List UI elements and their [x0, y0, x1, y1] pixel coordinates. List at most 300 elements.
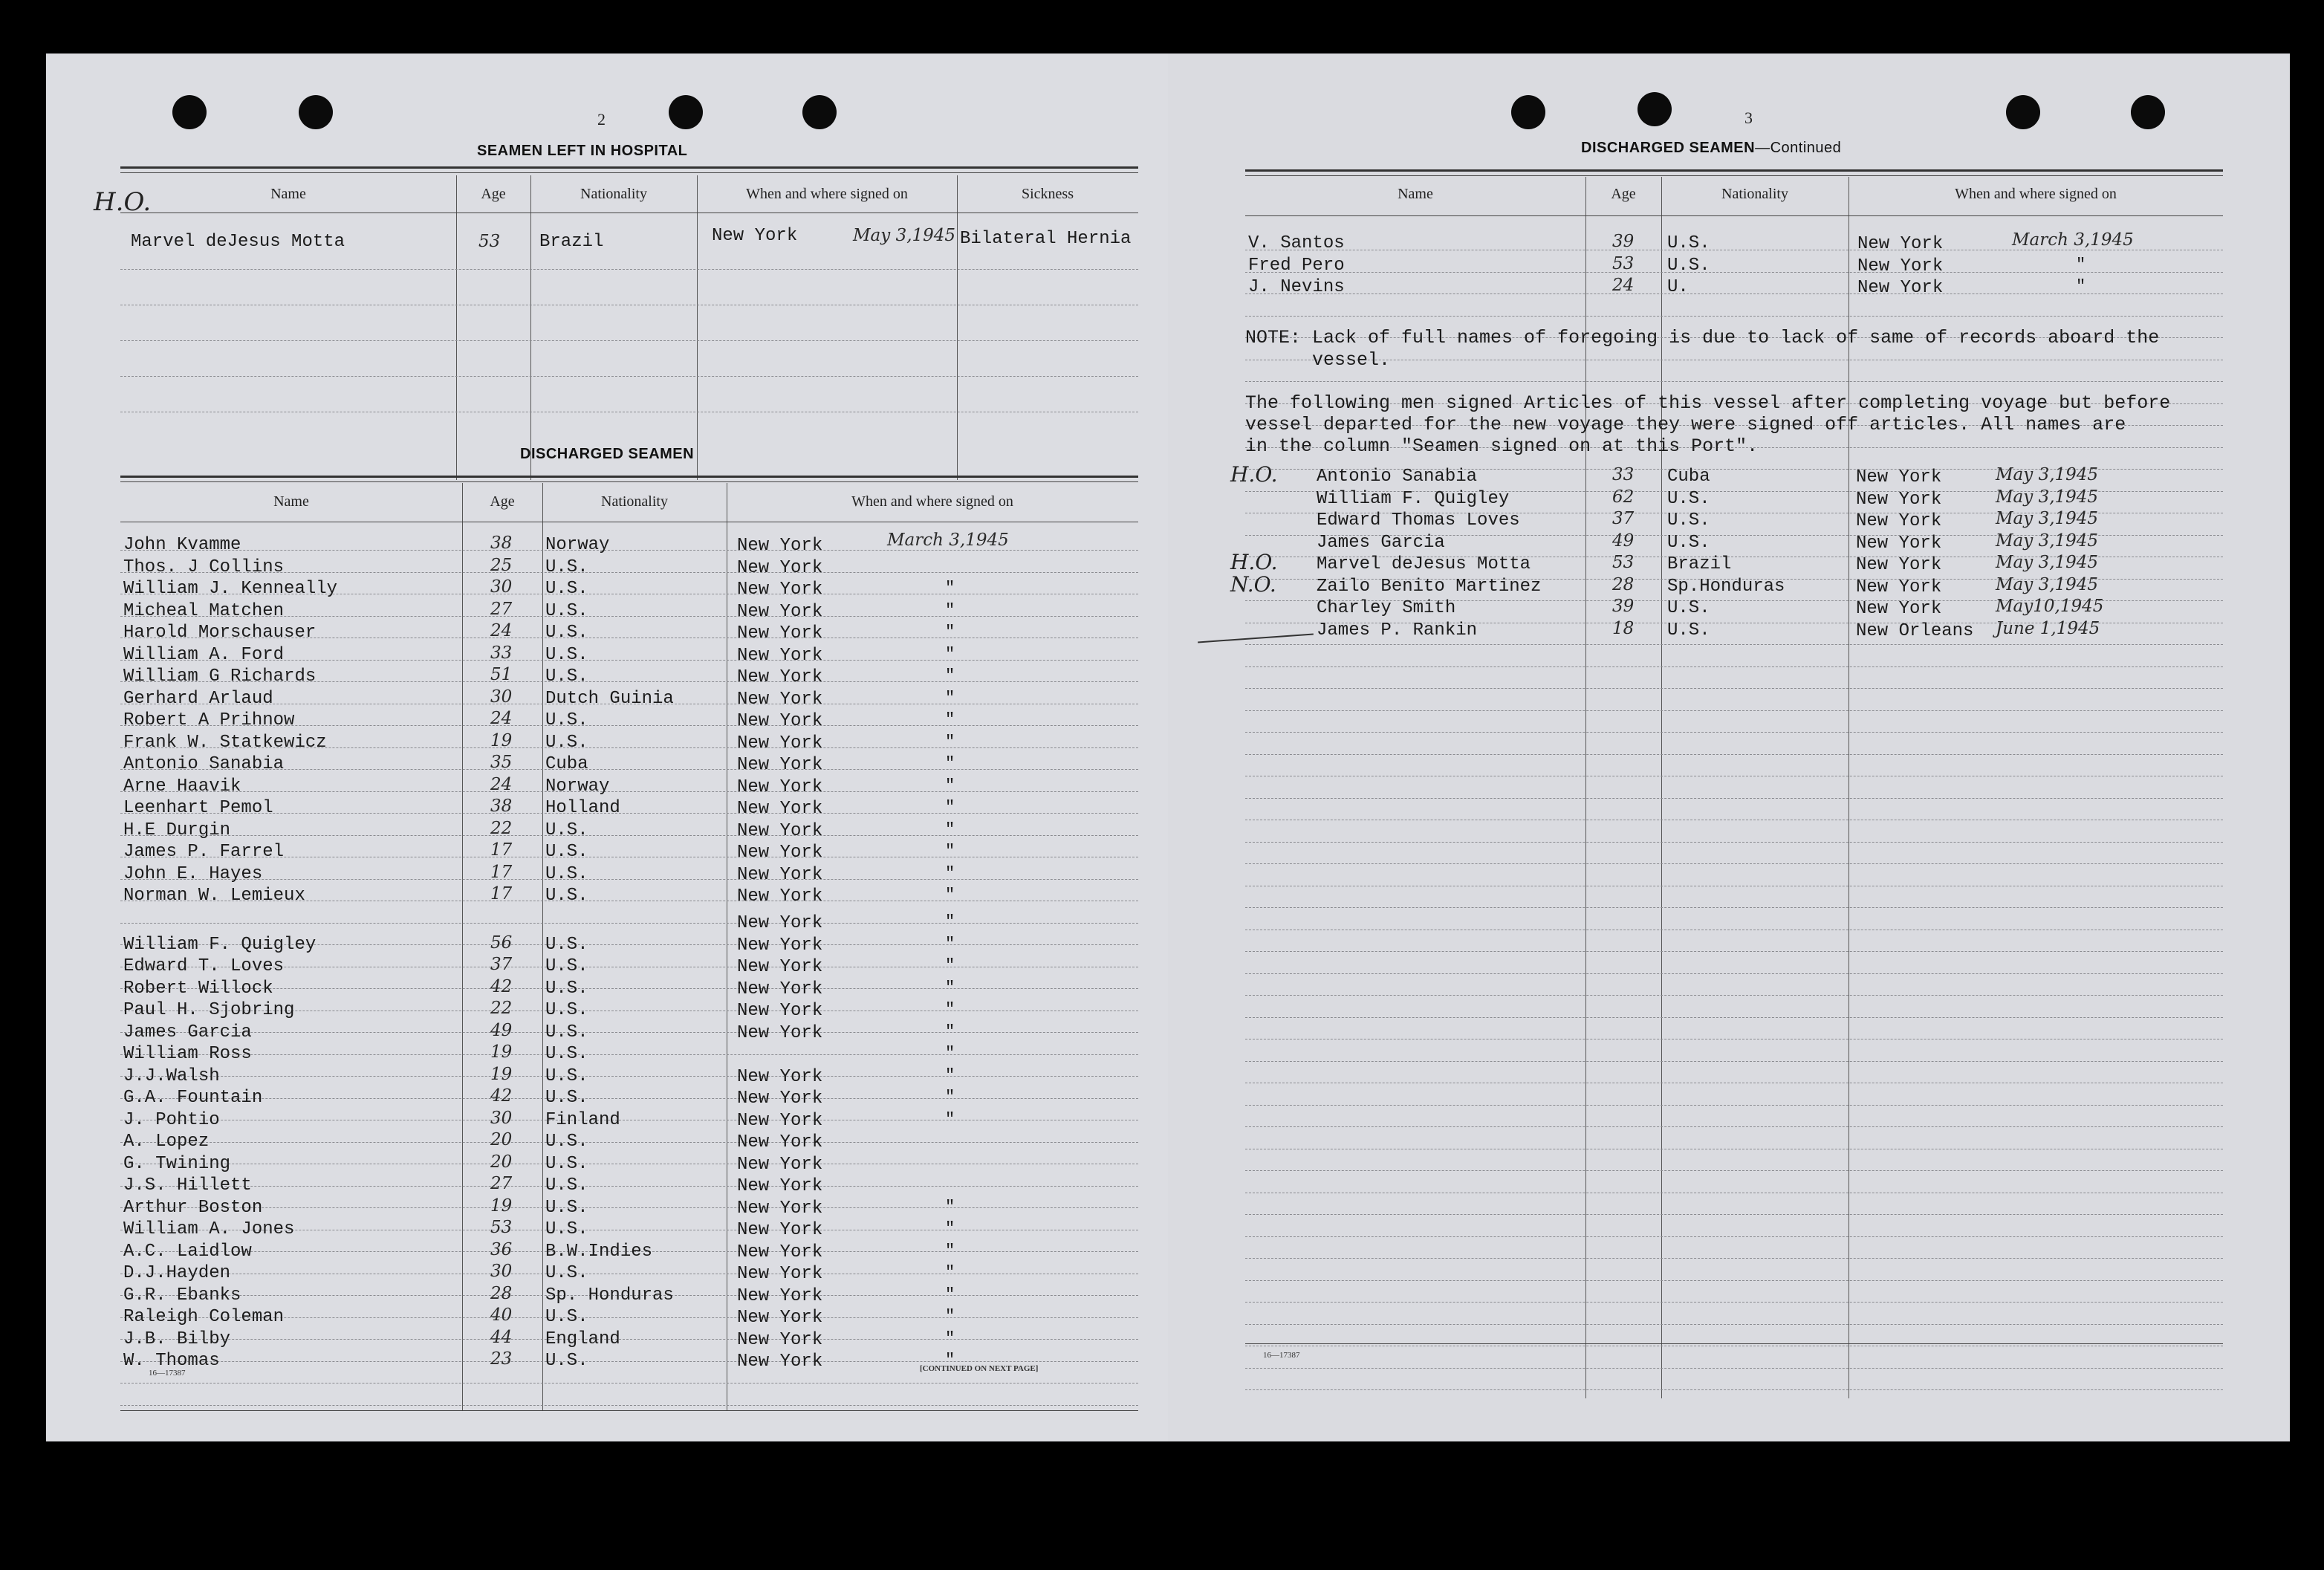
- punch-hole: [1511, 95, 1545, 129]
- seaman-age: 49: [1612, 531, 1635, 551]
- ditto-mark: ": [945, 600, 955, 620]
- table-row: [1168, 487, 2223, 511]
- seaman-name: H.E Durgin: [123, 820, 231, 840]
- table-row: [1168, 276, 2223, 299]
- hospital-sickness: Bilateral Hernia: [960, 229, 1132, 249]
- seaman-age: 25: [490, 555, 513, 575]
- seaman-name: William A. Jones: [123, 1219, 295, 1239]
- ruled-line: [1245, 666, 2223, 667]
- seaman-nationality: U.S.: [545, 557, 588, 577]
- seaman-age: 30: [490, 577, 513, 597]
- seaman-name: J.J.Walsh: [123, 1065, 220, 1086]
- seaman-nationality: Cuba: [1667, 467, 1710, 487]
- ditto-mark: ": [945, 978, 955, 997]
- ruled-line: [1245, 951, 2223, 952]
- ditto-mark: ": [945, 710, 955, 729]
- seaman-name: Frank W. Statkewicz: [123, 732, 327, 753]
- seaman-name: Fred Pero: [1248, 255, 1345, 276]
- seaman-nationality: U.S.: [545, 600, 588, 621]
- seaman-age: 39: [1612, 232, 1635, 251]
- seaman-age: 24: [490, 709, 513, 728]
- seaman-nationality: Sp.Honduras: [1667, 576, 1785, 597]
- ditto-mark: ": [945, 842, 955, 860]
- seaman-name: James Garcia: [1317, 532, 1445, 553]
- table-row: [46, 1305, 1138, 1329]
- ditto-mark: ": [945, 956, 955, 975]
- signed-on-date: May 3,1945: [1996, 509, 2099, 528]
- seaman-nationality: U.S.: [545, 623, 588, 643]
- seaman-nationality: Finland: [545, 1109, 620, 1130]
- ruled-line: [1245, 754, 2223, 755]
- seaman-nationality: U.S.: [1667, 510, 1710, 531]
- ditto-mark: ": [945, 579, 955, 597]
- ditto-mark: ": [945, 798, 955, 817]
- seaman-nationality: Holland: [545, 798, 620, 818]
- ditto-mark: ": [945, 1329, 955, 1348]
- table-row: [46, 1108, 1138, 1132]
- signed-on-place: New York: [737, 957, 823, 977]
- table-row: [46, 730, 1138, 755]
- seaman-nationality: U.S.: [545, 1307, 588, 1327]
- seaman-age: 56: [490, 932, 513, 953]
- seaman-age: 42: [490, 976, 513, 996]
- ruled-line: [1245, 1280, 2223, 1281]
- ditto-mark: ": [945, 1307, 955, 1326]
- left-page: [46, 53, 1175, 1441]
- punch-hole: [669, 95, 703, 129]
- column-header: Nationality: [1721, 186, 1788, 202]
- seaman-nationality: U.S.: [545, 644, 588, 665]
- signed-on-place: New York: [737, 580, 823, 600]
- ruled-line: [120, 269, 1138, 270]
- signed-on-place: New York: [737, 935, 823, 956]
- seaman-age: 19: [490, 1196, 513, 1216]
- seaman-name: Marvel deJesus Motta: [1317, 554, 1531, 574]
- discharged-continued-title: DISCHARGED SEAMEN—Continued: [1581, 140, 1842, 156]
- seaman-name: A.C. Laidlow: [123, 1241, 252, 1262]
- signed-on-date: June 1,1945: [1996, 618, 2100, 638]
- ruled-line: [1245, 316, 2223, 317]
- seaman-nationality: U.S.: [545, 1175, 588, 1196]
- table-row: [46, 1064, 1138, 1089]
- punch-hole: [802, 95, 837, 129]
- seaman-age: 19: [490, 1064, 513, 1084]
- ditto-mark: ": [945, 1022, 955, 1041]
- seaman-nationality: U.S.: [1667, 488, 1710, 509]
- table-row: [46, 976, 1138, 1001]
- signed-on-place: New York: [737, 1285, 823, 1306]
- seaman-name: J.B. Bilby: [123, 1329, 231, 1349]
- ditto-mark: ": [945, 820, 955, 839]
- seaman-nationality: Cuba: [545, 754, 588, 774]
- seaman-nationality: Sp. Honduras: [545, 1285, 674, 1305]
- signed-on-place: New York: [737, 1001, 823, 1021]
- seaman-age: 22: [490, 999, 513, 1018]
- table-row: [46, 643, 1138, 667]
- ruled-line: [1245, 1017, 2223, 1018]
- signed-on-place: New York: [1856, 511, 1942, 531]
- signed-on-place: New York: [737, 623, 823, 643]
- seaman-age: 51: [490, 665, 513, 684]
- margin-note: H.O.: [1230, 462, 1278, 487]
- paragraph-line: vessel departed for the new voyage they were signed off articles. All names are: [1245, 414, 2126, 435]
- seaman-nationality: B.W.Indies: [545, 1241, 653, 1262]
- ruled-line: [1245, 1126, 2223, 1127]
- table-row: [46, 1196, 1138, 1220]
- seaman-name: William J. Kenneally: [123, 579, 338, 599]
- seaman-age: 27: [490, 599, 513, 619]
- divider: [120, 172, 1138, 173]
- hospital-section-title: SEAMEN LEFT IN HOSPITAL: [477, 143, 688, 159]
- seaman-age: 22: [490, 818, 513, 838]
- signed-on-place: New York: [1857, 234, 1944, 254]
- seaman-nationality: Norway: [545, 535, 610, 555]
- table-row: [46, 884, 1138, 908]
- seaman-nationality: U.S.: [545, 820, 588, 840]
- ruled-line: [1245, 907, 2223, 908]
- hospital-date: May 3,1945: [853, 226, 956, 245]
- seaman-name: V. Santos: [1248, 233, 1345, 253]
- seaman-name: Norman W. Lemieux: [123, 886, 305, 906]
- seaman-name: G. Twining: [123, 1153, 231, 1174]
- ditto-mark: ": [945, 1088, 955, 1106]
- column-header: When and where signed on: [1955, 186, 2117, 202]
- signed-on-place: New York: [1856, 577, 1942, 597]
- signed-on-place: New York: [1856, 489, 1942, 510]
- seaman-name: Zailo Benito Martinez: [1317, 576, 1542, 597]
- signed-on-place: New York: [1856, 467, 1942, 487]
- seaman-name: Arne Haavik: [123, 776, 241, 797]
- form-number: 16—17387: [149, 1369, 186, 1378]
- table-row: [46, 1239, 1138, 1264]
- table-row: [46, 599, 1138, 623]
- seaman-age: 19: [490, 730, 513, 750]
- paragraph-line: The following men signed Articles of this vessel after completing voyage but before: [1245, 392, 2171, 414]
- seaman-age: 17: [490, 840, 513, 860]
- seaman-name: William Ross: [123, 1044, 252, 1064]
- column-rule: [1585, 177, 1586, 1398]
- signed-on-place: New York: [737, 689, 823, 710]
- page-number: 2: [597, 110, 606, 129]
- column-header: Sickness: [1022, 186, 1074, 202]
- hospital-name: Marvel deJesus Motta: [131, 232, 345, 252]
- table-row: [46, 1086, 1138, 1110]
- signed-on-place: New York: [737, 1220, 823, 1240]
- margin-note: N.O.: [1230, 571, 1276, 597]
- seaman-name: James P. Rankin: [1317, 620, 1478, 640]
- table-row: [46, 1152, 1138, 1176]
- signed-on-place: New York: [737, 1176, 823, 1196]
- seaman-nationality: U.S.: [545, 863, 588, 884]
- seaman-name: Robert A Prihnow: [123, 710, 295, 730]
- seaman-age: 28: [1612, 574, 1635, 594]
- divider: [1245, 175, 2223, 176]
- signed-on-date: May10,1945: [1996, 597, 2104, 616]
- seaman-name: William A. Ford: [123, 644, 285, 665]
- table-row: [1168, 462, 2223, 489]
- signed-on-place: New York: [1856, 533, 1942, 554]
- seaman-age: 37: [490, 955, 513, 974]
- seaman-name: Antonio Sanabia: [1317, 467, 1478, 487]
- table-row: [1168, 509, 2223, 533]
- divider: [120, 476, 1138, 478]
- seaman-nationality: U.S.: [545, 1044, 588, 1064]
- seaman-age: 44: [490, 1327, 513, 1347]
- signed-on-place: New York: [737, 601, 823, 622]
- ditto-mark: ": [945, 1109, 955, 1129]
- seaman-name: Gerhard Arlaud: [123, 688, 273, 709]
- seaman-nationality: U.S.: [545, 978, 588, 999]
- table-row: [46, 914, 1138, 935]
- signed-on-place: New York: [737, 536, 823, 556]
- ditto-mark: ": [945, 666, 955, 685]
- table-row: [46, 687, 1138, 711]
- column-header: Nationality: [580, 186, 647, 202]
- ruled-line: [1245, 688, 2223, 689]
- seaman-age: 27: [490, 1174, 513, 1193]
- seaman-age: 37: [1612, 509, 1635, 528]
- ditto-mark: ": [945, 1351, 955, 1369]
- seaman-name: Antonio Sanabia: [123, 754, 285, 774]
- seaman-name: J. Pohtio: [123, 1109, 220, 1130]
- seaman-name: D.J.Hayden: [123, 1263, 231, 1283]
- ditto-mark: ": [945, 934, 955, 953]
- seaman-name: Thos. J Collins: [123, 557, 285, 577]
- ditto-mark: ": [945, 1219, 955, 1238]
- signed-on-place: New York: [737, 1198, 823, 1219]
- ditto-mark: ": [945, 644, 955, 664]
- ruled-line: [1245, 798, 2223, 799]
- seaman-name: Micheal Matchen: [123, 600, 285, 621]
- seaman-nationality: U.S.: [545, 1065, 588, 1086]
- seaman-nationality: U.S.: [545, 886, 588, 906]
- table-row: [46, 862, 1138, 886]
- column-header: When and where signed on: [851, 493, 1013, 510]
- column-rule: [530, 175, 531, 480]
- ruled-line: [1245, 1236, 2223, 1237]
- seaman-name: Robert Willock: [123, 978, 273, 999]
- seaman-age: 38: [490, 533, 513, 553]
- punch-hole: [1637, 92, 1672, 126]
- ditto-mark: ": [945, 1241, 955, 1260]
- seaman-nationality: U.S.: [545, 934, 588, 955]
- ditto-mark: ": [945, 1044, 955, 1063]
- seaman-age: 35: [490, 753, 513, 772]
- seaman-age: 39: [1612, 597, 1635, 616]
- seaman-age: 24: [490, 621, 513, 640]
- signed-on-place: New York: [737, 557, 823, 578]
- signed-on-date: March 3,1945: [887, 531, 1009, 550]
- hospital-nationality: Brazil: [539, 232, 604, 252]
- signed-on-place: New York: [737, 886, 823, 906]
- seaman-nationality: U.S.: [545, 956, 588, 976]
- signed-on-place: New York: [737, 1110, 823, 1131]
- table-row: [46, 774, 1138, 799]
- signed-on-place: New York: [737, 1066, 823, 1087]
- seaman-name: Edward T. Loves: [123, 956, 285, 976]
- signed-on-place: New York: [737, 1352, 823, 1372]
- seaman-nationality: U.S.: [545, 1197, 588, 1218]
- signed-on-place: New York: [737, 820, 823, 841]
- column-header: Age: [481, 186, 506, 202]
- seaman-name: William F. Quigley: [1317, 488, 1510, 509]
- signed-on-date: March 3,1945: [2012, 230, 2134, 250]
- seaman-age: 23: [490, 1349, 513, 1369]
- ruled-line: [1245, 1302, 2223, 1303]
- seaman-age: 33: [490, 643, 513, 663]
- column-rule: [697, 175, 698, 480]
- table-row: [46, 818, 1138, 843]
- ruled-line: [1245, 644, 2223, 645]
- signed-on-place: New York: [737, 1022, 823, 1043]
- seaman-nationality: U.S.: [545, 579, 588, 599]
- seaman-name: James P. Farrel: [123, 842, 285, 862]
- seaman-age: 17: [490, 884, 513, 904]
- signed-on-date: May 3,1945: [1996, 465, 2099, 484]
- seaman-nationality: U.S.: [545, 710, 588, 730]
- column-header: When and where signed on: [746, 186, 908, 202]
- ditto-mark: ": [945, 732, 955, 751]
- seaman-age: 18: [1612, 618, 1635, 638]
- seaman-age: 30: [490, 687, 513, 707]
- signed-on-place: New York: [737, 913, 823, 933]
- table-row: [46, 577, 1138, 601]
- table-row: [46, 1042, 1138, 1066]
- seaman-name: A. Lopez: [123, 1132, 210, 1152]
- ruled-line: [1245, 995, 2223, 996]
- seaman-nationality: U.S.: [545, 1263, 588, 1283]
- table-row: [46, 1130, 1138, 1154]
- ruled-line: [1245, 1258, 2223, 1259]
- column-header: Age: [490, 493, 515, 510]
- table-row: [46, 1020, 1138, 1045]
- seaman-nationality: U.S.: [545, 1153, 588, 1174]
- ruled-line: [1245, 842, 2223, 843]
- seaman-name: Harold Morschauser: [123, 623, 317, 643]
- seaman-name: W. Thomas: [123, 1351, 220, 1371]
- ditto-mark: ": [945, 863, 955, 883]
- seaman-nationality: U.S.: [1667, 620, 1710, 640]
- ruled-line: [1245, 710, 2223, 711]
- column-header: Nationality: [601, 493, 668, 510]
- signed-on-place: New York: [737, 1264, 823, 1284]
- seaman-nationality: U.S.: [545, 1219, 588, 1239]
- table-row: [1168, 571, 2223, 599]
- ruled-line: [120, 1383, 1138, 1384]
- signed-on-place: New York: [737, 645, 823, 666]
- seaman-age: 40: [490, 1305, 513, 1325]
- table-row: [46, 665, 1138, 689]
- seaman-name: G.R. Ebanks: [123, 1285, 241, 1305]
- seaman-nationality: U.S.: [1667, 598, 1710, 618]
- signed-on-place: New York: [737, 979, 823, 999]
- table-row: [46, 531, 1138, 557]
- hospital-place: New York: [712, 226, 798, 246]
- column-header: Age: [1611, 186, 1636, 202]
- column-rule: [456, 175, 457, 480]
- ruled-line: [1245, 1170, 2223, 1171]
- seaman-age: 30: [490, 1108, 513, 1128]
- seaman-name: James Garcia: [123, 1022, 252, 1042]
- punch-hole: [2131, 95, 2165, 129]
- punch-hole: [299, 95, 333, 129]
- seaman-name: William F. Quigley: [123, 934, 317, 955]
- signed-on-place: New York: [737, 1089, 823, 1109]
- seaman-age: 49: [490, 1020, 513, 1040]
- ditto-mark: ": [945, 886, 955, 904]
- ditto-mark: ": [945, 776, 955, 795]
- table-row: [46, 932, 1138, 957]
- table-row: [46, 709, 1138, 733]
- divider: [1245, 169, 2223, 172]
- header-rule: [1245, 215, 2223, 216]
- ditto-mark: ": [945, 688, 955, 707]
- table-row: [1168, 618, 2223, 643]
- seaman-age: 19: [490, 1042, 513, 1062]
- table-row: [46, 1218, 1138, 1242]
- seaman-age: 28: [490, 1283, 513, 1303]
- continued-note: [CONTINUED ON NEXT PAGE]: [920, 1364, 1039, 1373]
- hospital-age: 53: [478, 232, 501, 251]
- seaman-nationality: Norway: [545, 776, 610, 797]
- seaman-nationality: U.S.: [1667, 233, 1710, 253]
- ditto-mark: ": [2076, 277, 2086, 296]
- ditto-mark: ": [945, 1285, 955, 1304]
- seaman-nationality: U.S.: [545, 842, 588, 862]
- table-row: [46, 555, 1138, 580]
- ditto-mark: ": [945, 1000, 955, 1019]
- signed-on-date: May 3,1945: [1996, 531, 2099, 551]
- seaman-age: 30: [490, 1262, 513, 1281]
- ditto-mark: ": [945, 912, 955, 931]
- seaman-nationality: U.S.: [1667, 255, 1710, 276]
- signed-on-place: New York: [737, 1132, 823, 1152]
- ruled-line: [120, 340, 1138, 341]
- column-header: Name: [1398, 186, 1433, 202]
- signed-on-place: New York: [737, 733, 823, 753]
- ditto-mark: ": [945, 1263, 955, 1282]
- seaman-nationality: U.: [1667, 277, 1689, 297]
- discharged-section-title: DISCHARGED SEAMEN: [520, 446, 695, 462]
- signed-on-place: New York: [737, 755, 823, 775]
- seaman-age: 62: [1612, 487, 1635, 507]
- margin-note: H.O.: [1230, 550, 1278, 574]
- seaman-age: 53: [1612, 553, 1635, 572]
- signed-on-place: New York: [737, 667, 823, 687]
- paragraph-line: in the column "Seamen signed on at this Port".: [1245, 435, 1759, 457]
- signed-on-place: New York: [737, 1242, 823, 1262]
- ruled-line: [1245, 1368, 2223, 1369]
- seaman-nationality: Dutch Guinia: [545, 688, 674, 709]
- seaman-nationality: U.S.: [545, 1351, 588, 1371]
- signed-on-place: New York: [1856, 599, 1942, 619]
- seaman-name: J.S. Hillett: [123, 1175, 252, 1196]
- page-number: 3: [1744, 108, 1753, 127]
- note-line: vessel.: [1245, 349, 1391, 371]
- table-row: [46, 1283, 1138, 1308]
- seaman-name: J. Nevins: [1248, 277, 1345, 297]
- seaman-nationality: Brazil: [1667, 554, 1732, 574]
- table-row: [1168, 597, 2223, 620]
- ruled-line: [120, 376, 1138, 377]
- column-rule: [1661, 177, 1662, 1398]
- seaman-name: John Kvamme: [123, 535, 241, 555]
- table-row: [46, 1327, 1138, 1352]
- ruled-line: [1245, 732, 2223, 733]
- form-number: 16—17387: [1263, 1351, 1300, 1360]
- signed-on-place: New York: [737, 1154, 823, 1175]
- ruled-line: [1245, 863, 2223, 864]
